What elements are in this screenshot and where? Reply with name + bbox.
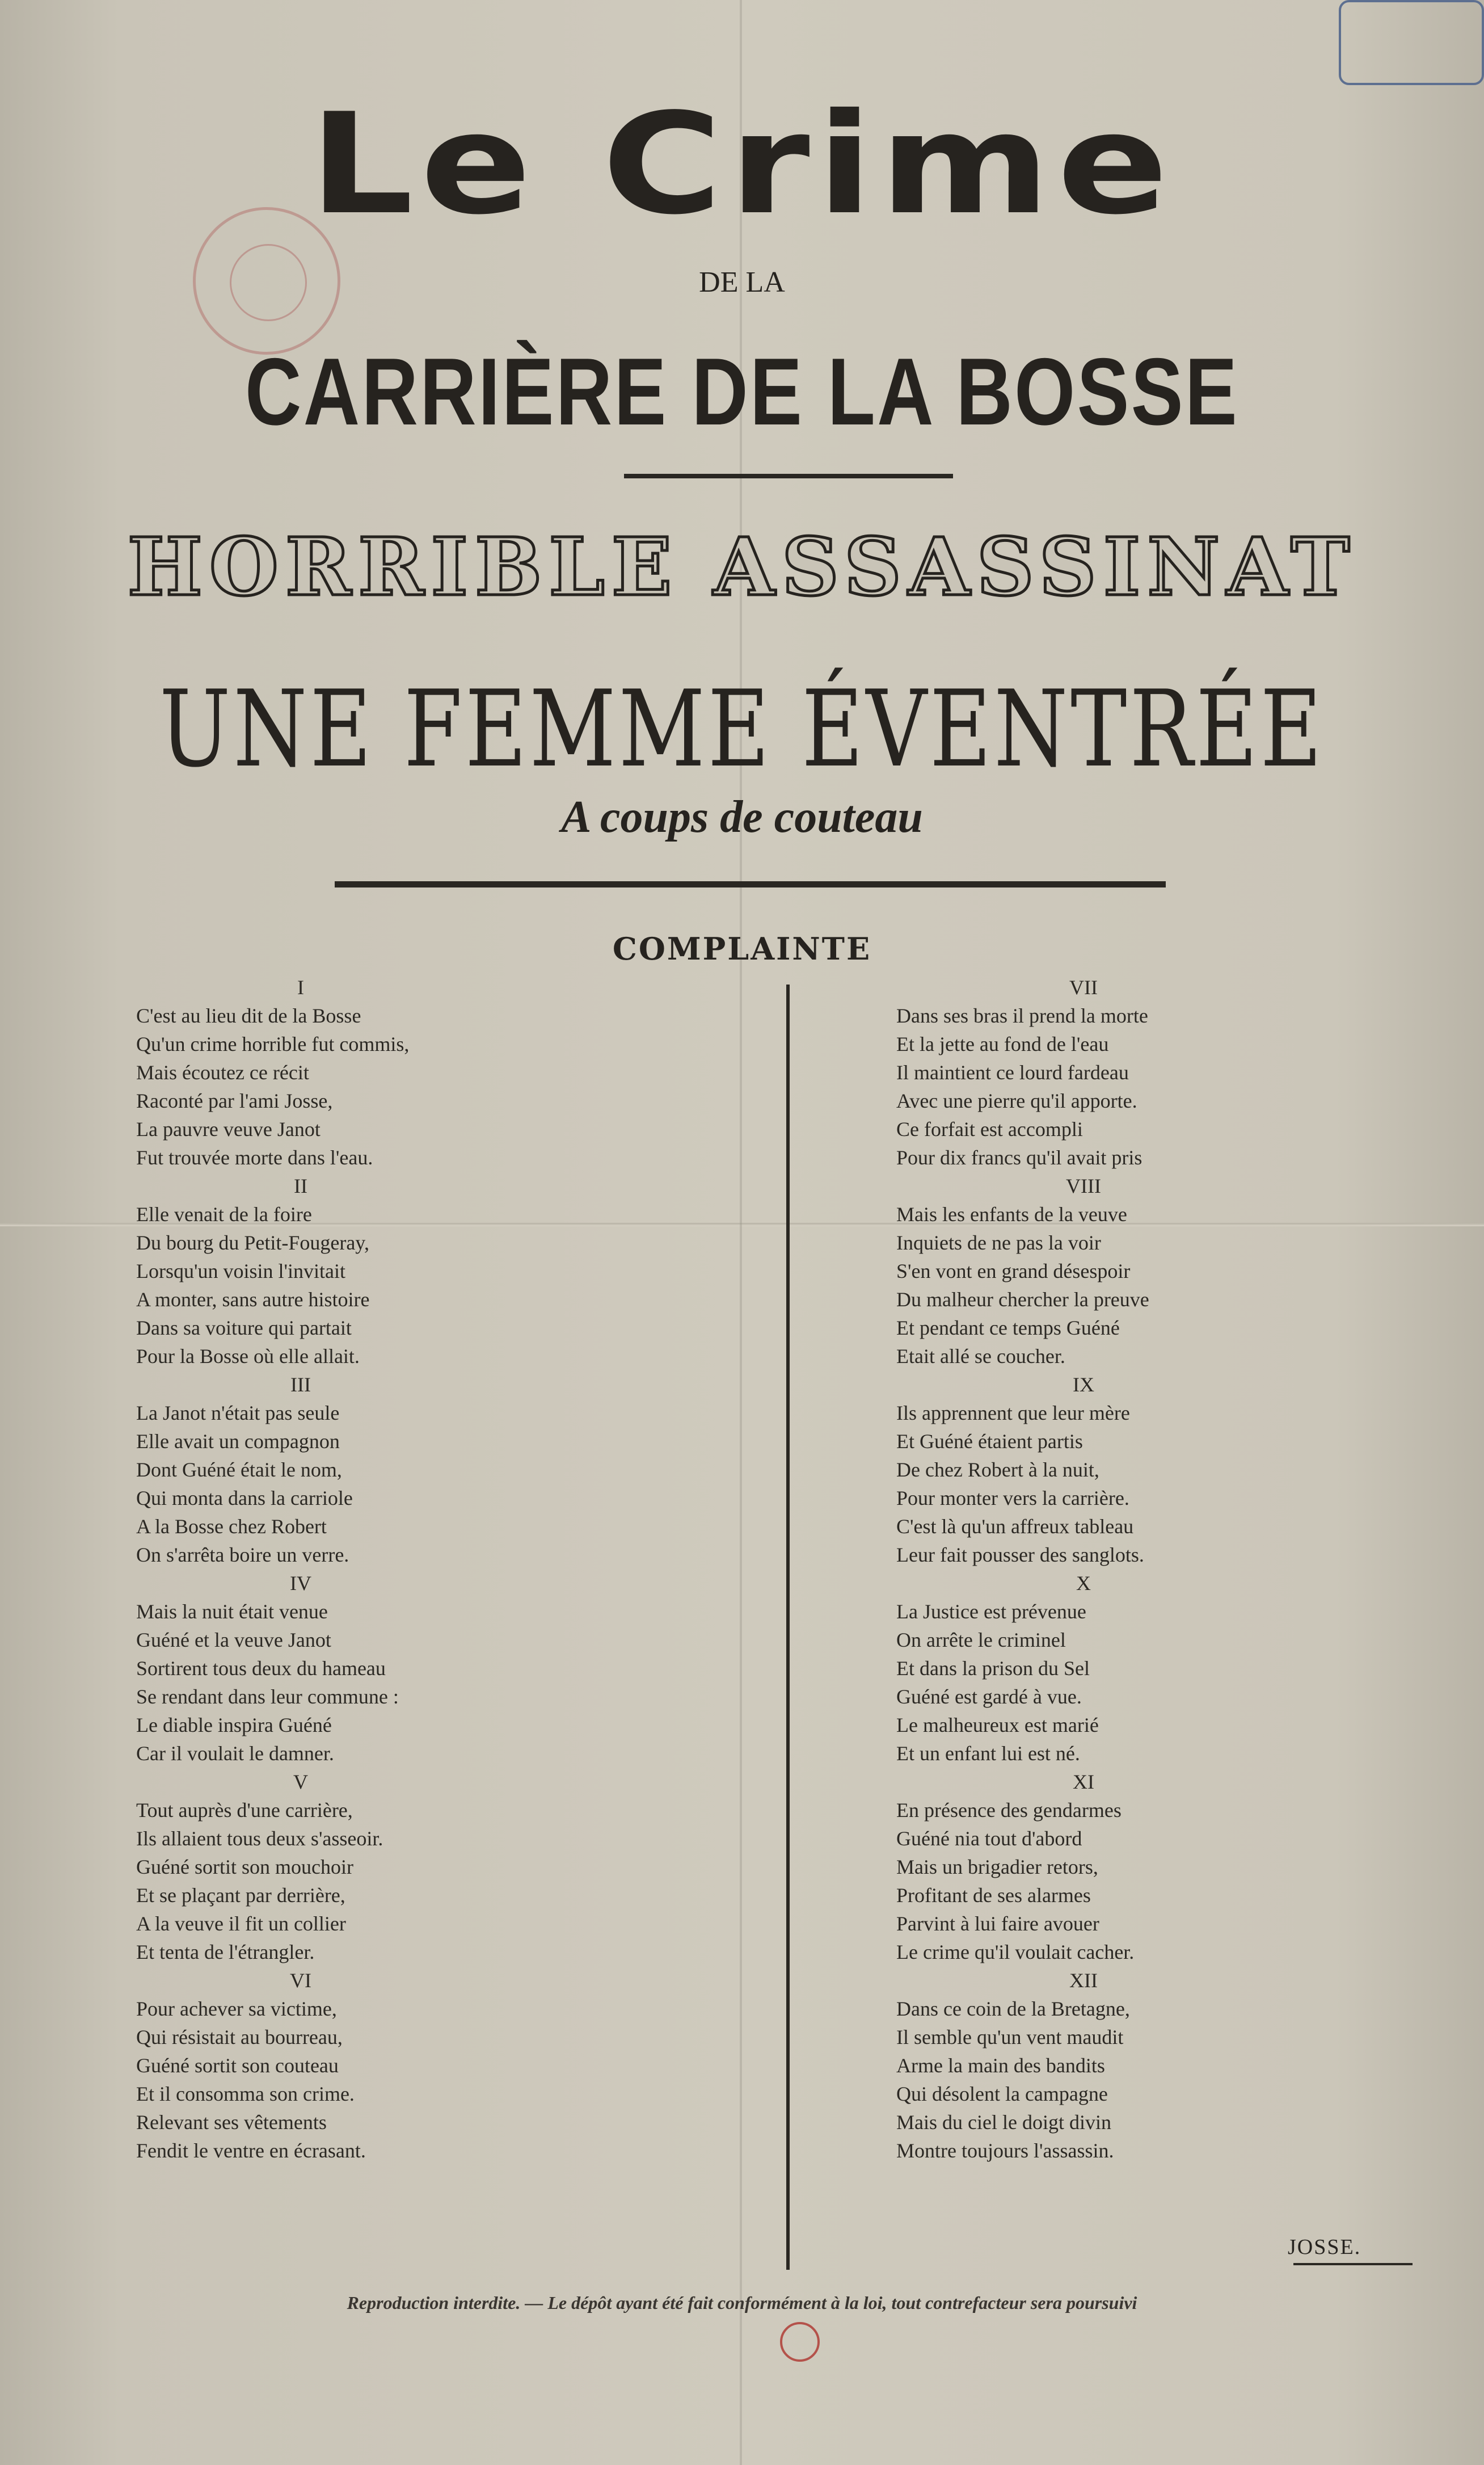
verse-line: Mais les enfants de la veuve [896, 1203, 1127, 1226]
stanza [896, 1172, 1293, 1370]
stanza-numeral: II [294, 1175, 307, 1197]
verse-line: On arrête le criminel [896, 1629, 1066, 1651]
subtitle: A coups de couteau [561, 792, 923, 842]
verse-line: Dans ce coin de la Bretagne, [896, 1997, 1130, 2020]
verse-line: A la veuve il fit un collier [136, 1912, 346, 1935]
verse-line: Et il consomma son crime. [136, 2083, 355, 2105]
verse-line: Ce forfait est accompli [896, 1118, 1083, 1141]
left-column [136, 973, 488, 2165]
poster-title-connector: DE LA [699, 266, 785, 298]
verse-line: Et se plaçant par derrière, [136, 1884, 345, 1907]
verse-line: Dans ses bras il prend la morte [896, 1004, 1148, 1027]
verse-line: A la Bosse chez Robert [136, 1515, 327, 1538]
poster-title-line1: Le Crime [309, 83, 1175, 245]
stanza-numeral: IV [290, 1572, 311, 1595]
verse-line: Profitant de ses alarmes [896, 1884, 1091, 1907]
right-column [896, 973, 1293, 2165]
verse-line: Etait allé se coucher. [896, 1345, 1065, 1368]
stanza-numeral: I [297, 976, 304, 999]
stanza [896, 1966, 1293, 2165]
verse-line: Pour monter vers la carrière. [896, 1487, 1129, 1509]
stanza [136, 1172, 488, 1370]
stanza-numeral: IX [1073, 1373, 1094, 1396]
verse-line: Avec une pierre qu'il apporte. [896, 1090, 1137, 1112]
stanza [896, 1370, 1293, 1569]
red-seal-stamp [780, 2322, 820, 2362]
verse-line: Pour achever sa victime, [136, 1997, 337, 2020]
stanza [136, 973, 488, 1172]
verse-line: Qui résistait au bourreau, [136, 2026, 343, 2048]
stanza [136, 1768, 488, 1966]
verse-line: Arme la main des bandits [896, 2054, 1105, 2077]
verse-line: Le diable inspira Guéné [136, 1714, 332, 1736]
verse-line: Inquiets de ne pas la voir [896, 1231, 1101, 1254]
verse-line: Guéné nia tout d'abord [896, 1827, 1082, 1850]
poster-title-line2: CARRIÈRE DE LA BOSSE [244, 338, 1240, 445]
verse-line: Pour dix francs qu'il avait pris [896, 1146, 1142, 1169]
section-title: COMPLAINTE [612, 931, 872, 967]
stanza [896, 1768, 1293, 1966]
verse-line: Et la jette au fond de l'eau [896, 1033, 1109, 1055]
verse-line: Ils apprennent que leur mère [896, 1402, 1130, 1424]
verse-line: Sortirent tous deux du hameau [136, 1657, 386, 1680]
stanza [136, 1569, 488, 1768]
verse-line: Dans sa voiture qui partait [136, 1316, 352, 1339]
stanza-numeral: X [1076, 1572, 1091, 1595]
verse-line: Guéné sortit son mouchoir [136, 1856, 353, 1878]
verse-line: Il semble qu'un vent maudit [896, 2026, 1124, 2048]
verse-line: De chez Robert à la nuit, [896, 1458, 1099, 1481]
verse-line: Lorsqu'un voisin l'invitait [136, 1260, 345, 1282]
verse-line: Mais écoutez ce récit [136, 1061, 309, 1084]
verse-line: Elle avait un compagnon [136, 1430, 340, 1453]
verse-line: Mais du ciel le doigt divin [896, 2111, 1111, 2134]
stanza-numeral: XII [1069, 1969, 1098, 1992]
library-stamp-top-right [1339, 0, 1484, 85]
stanza [136, 1966, 488, 2165]
verse-line: Et tenta de l'étrangler. [136, 1941, 315, 1963]
stanza-numeral: III [290, 1373, 311, 1396]
verse-line: La Janot n'était pas seule [136, 1402, 340, 1424]
verse-line: Qui monta dans la carriole [136, 1487, 353, 1509]
verse-line: Dont Guéné était le nom, [136, 1458, 342, 1481]
verse-line: Guéné sortit son couteau [136, 2054, 339, 2077]
verse-line: Tout auprès d'une carrière, [136, 1799, 353, 1822]
verse-line: C'est au lieu dit de la Bosse [136, 1004, 361, 1027]
verse-line: La pauvre veuve Janot [136, 1118, 321, 1141]
title-divider-rule [624, 474, 953, 478]
verse-line: Mais un brigadier retors, [896, 1856, 1098, 1878]
verse-line: Se rendant dans leur commune : [136, 1685, 399, 1708]
verse-line: Fendit le ventre en écrasant. [136, 2139, 366, 2162]
verse-line: On s'arrêta boire un verre. [136, 1543, 349, 1566]
section-divider-rule [335, 881, 1166, 887]
verse-line: Et Guéné étaient partis [896, 1430, 1083, 1453]
column-divider [786, 985, 790, 2270]
verse-line: Et dans la prison du Sel [896, 1657, 1090, 1680]
stanza-numeral: XI [1073, 1770, 1094, 1793]
stanza-numeral: VII [1069, 976, 1098, 999]
stanza [136, 1370, 488, 1569]
verse-line: Parvint à lui faire avouer [896, 1912, 1099, 1935]
verse-line: Il maintient ce lourd fardeau [896, 1061, 1129, 1084]
verse-line: En présence des gendarmes [896, 1799, 1122, 1822]
verse-line: La Justice est prévenue [896, 1600, 1086, 1623]
verse-line: Pour la Bosse où elle allait. [136, 1345, 360, 1368]
handwritten-shelfmark [11, 2270, 193, 2314]
verse-line: Guéné et la veuve Janot [136, 1629, 331, 1651]
verse-line: Raconté par l'ami Josse, [136, 1090, 333, 1112]
verse-line: S'en vont en grand désespoir [896, 1260, 1131, 1282]
verse-line: Du bourg du Petit-Fougeray, [136, 1231, 369, 1254]
verse-line: Relevant ses vêtements [136, 2111, 327, 2134]
verse-line: Le crime qu'il voulait cacher. [896, 1941, 1135, 1963]
verse-line: Ils allaient tous deux s'asseoir. [136, 1827, 383, 1850]
verse-line: A monter, sans autre histoire [136, 1288, 370, 1311]
stanza [896, 1569, 1293, 1768]
verse-line: C'est là qu'un affreux tableau [896, 1515, 1134, 1538]
author-signature: JOSSE. [1288, 2235, 1361, 2259]
verse-line: Leur fait pousser des sanglots. [896, 1543, 1144, 1566]
verse-line: Car il voulait le damner. [136, 1742, 334, 1765]
stanza-numeral: VI [290, 1969, 311, 1992]
verse-line: Qu'un crime horrible fut commis, [136, 1033, 410, 1055]
verse-line: Le malheureux est marié [896, 1714, 1099, 1736]
verse-line: Mais la nuit était venue [136, 1600, 328, 1623]
copyright-notice: Reproduction interdite. — Le dépôt ayant été fait conformément à la loi, tout contrefacteur sera poursuivi [347, 2292, 1137, 2313]
verse-line: Et un enfant lui est né. [896, 1742, 1080, 1765]
verse-line: Et pendant ce temps Guéné [896, 1316, 1120, 1339]
signature-flourish [1293, 2263, 1413, 2265]
verse-line: Du malheur chercher la preuve [896, 1288, 1149, 1311]
verse-line: Guéné est gardé à vue. [896, 1685, 1082, 1708]
verse-line: Qui désolent la campagne [896, 2083, 1108, 2105]
verse-line: Elle venait de la foire [136, 1203, 312, 1226]
stanza-numeral: VIII [1066, 1175, 1101, 1197]
subheadline: UNE FEMME ÉVENTRÉE [159, 667, 1325, 790]
headline-horrible-assassinat: HORRIBLE ASSASSINAT [127, 521, 1357, 614]
verse-line: Fut trouvée morte dans l'eau. [136, 1146, 373, 1169]
stanza-numeral: V [293, 1770, 308, 1793]
stanza [896, 973, 1293, 1172]
verse-line: Montre toujours l'assassin. [896, 2139, 1114, 2162]
